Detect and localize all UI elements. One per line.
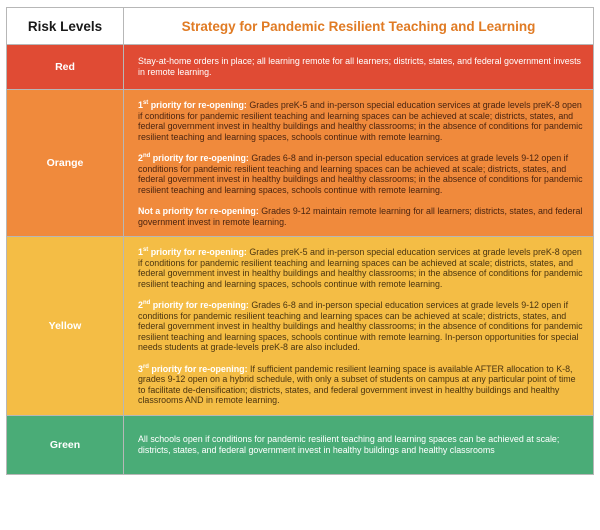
yellow-priority-3 [138,364,585,406]
yellow-priority-2-text: Grades 6-8 and in-person special education services at grade levels 9-12 open if conditions for pandemic resilient teaching and learning spaces can be achieved at scale; districts, states, and federal government invest in healthy buildings and healthy classrooms; in the absence of conditions for pandemic resilient teaching and learning spaces, schools continue with remote learning. In-person opportunities for special needs students at grade-levels preK-8 are also included. [138,300,583,353]
orange-priority-2-text: Grades 6-8 and in-person special education services at grade levels 9-12 open if conditions for pandemic resilient teaching and learning spaces can be achieved at scale; districts, states, and federal government invest in healthy buildings and healthy classrooms; in the absence of conditions for pandemic resilient teaching and learning spaces, schools continue with remote learning. [138,152,583,195]
yellow-priority-1-label: 1st priority for re-opening: [138,247,247,258]
orange-not-priority [138,206,585,227]
yellow-strategy-cell [124,237,594,416]
orange-row [7,90,594,237]
risk-levels-table [6,7,594,475]
orange-not-priority-label: Not a priority for re-opening: [138,205,259,216]
orange-priority-1-label: 1st priority for re-opening: [138,100,247,110]
green-row [7,416,594,475]
yellow-priority-2 [138,300,585,353]
orange-not-priority-text: Grades 9-12 maintain remote learning for all learners; districts, states, and federal government invest in remote learning. [138,205,583,227]
red-strategy-text: Stay-at-home orders in place; all learning remote for all learners; districts, states, and federal government invests in remote learning. [124,45,594,90]
yellow-priority-3-label: 3rd priority for re-opening: [138,363,248,374]
green-level-label: Green [7,416,124,475]
yellow-level-label: Yellow [7,237,124,416]
orange-priority-2 [138,153,585,195]
risk-levels-header: Risk Levels [7,8,124,45]
yellow-priority-1-text: Grades preK-5 and in-person special education services at grade levels preK-8 open if conditions for pandemic resilient teaching and learning spaces can be achieved at scale; districts, states, and federal government invest in healthy buildings and healthy classrooms; in the absence of conditions for pandemic resilient teaching and learning spaces, schools continue with remote learning. [138,247,583,289]
orange-level-label: Orange [7,90,124,237]
red-level-label: Red [7,45,124,90]
orange-priority-1-text: Grades preK-5 and in-person special education services at grade levels preK-8 open if conditions for pandemic resilient teaching and learning spaces can be achieved at scale; districts, states, and federal government invest in healthy buildings and healthy classrooms; in the absence of conditions for pandemic resilient teaching and learning spaces, schools continue with remote learning. [138,100,583,142]
yellow-row [7,237,594,416]
strategy-header: Strategy for Pandemic Resilient Teaching and Learning [124,8,594,45]
yellow-priority-1 [138,247,585,289]
orange-priority-2-label: 2nd priority for re-opening: [138,152,249,163]
red-row [7,45,594,90]
yellow-priority-3-text: If sufficient pandemic resilient learning space is available AFTER allocation to K-8, grades 9-12 open on a hybrid schedule, with only a subset of students on campus at any particular point of time to facilitate de-densification; districts, states, and federal government invest in healthy buildings and healthy classrooms AND in remote learning. [138,363,576,406]
header-row [7,8,594,45]
green-strategy-text: All schools open if conditions for pandemic resilient teaching and learning spaces can be achieved at scale; districts, states, and federal government invest in healthy buildings and healthy classrooms [124,416,594,475]
orange-strategy-cell [124,90,594,237]
yellow-priority-2-label: 2nd priority for re-opening: [138,300,249,311]
orange-priority-1 [138,100,585,142]
